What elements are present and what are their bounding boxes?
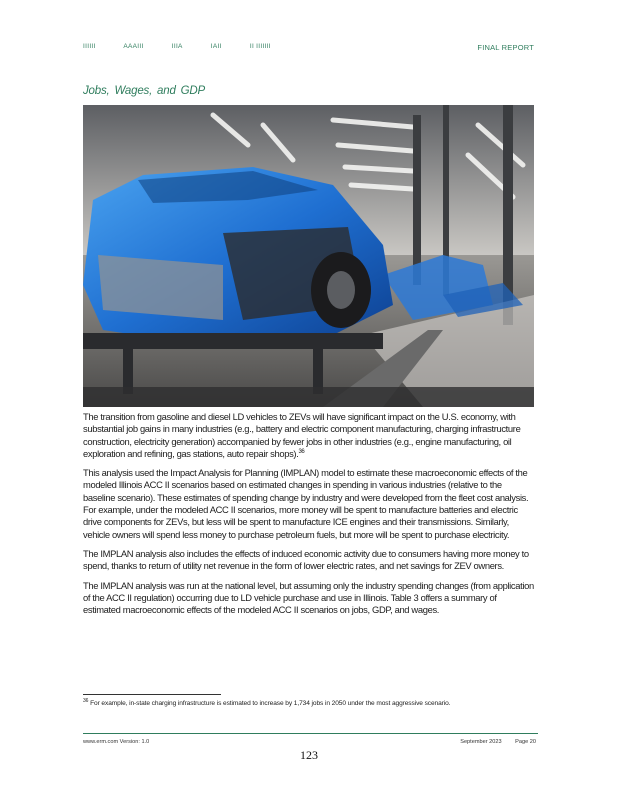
footer-page: Page 20 (515, 739, 536, 745)
footnote-ref[interactable]: 36 (298, 448, 305, 455)
body-text (83, 411, 534, 623)
footer-divider (83, 733, 538, 734)
footnote-divider (83, 694, 221, 695)
footnote-number: 36 (83, 697, 89, 704)
factory-car-photo (83, 105, 534, 407)
footnote-text: For example, in-state charging infrastructure is estimated to increase by 1,734 jobs in 2050 under the most aggressive scenario. (90, 700, 451, 707)
header-item: AAAIII (123, 43, 144, 50)
page-number: 123 (300, 748, 318, 762)
header-item: IIIA (171, 43, 183, 50)
paragraph: This analysis used the Impact Analysis for Planning (IMPLAN) model to estimate these macroeconomic effects of the modeled Illinois ACC II scenarios based on estimated changes in spending in various industries (relative to the baseline scenario). These estimates of spending change by industry and were developed from the fleet cost analysis. For example, under the modeled ACC II scenarios, more money will be spent to manufacture batteries and electric drive components for ZEVs, but less will be spent to manufacture ICE engines and their transmissions. Similarly, vehicle owners will spend less money to purchase petroleum fuels, but more will be spent to purchase electricity. (83, 467, 529, 540)
section-title: Jobs, Wages, and GDP (83, 85, 205, 97)
assembly-line-illustration (83, 105, 534, 407)
header-left (83, 43, 297, 50)
header-item: II IIIIIII (249, 43, 271, 50)
header-item: IIIIII (83, 43, 96, 50)
paragraph: The IMPLAN analysis also includes the effects of induced economic activity due to consumers having more money to spend, thanks to return of utility net revenue in the form of lower electric rates, and net savings for ZEV owners. (83, 547, 529, 572)
paragraph: The IMPLAN analysis was run at the national level, but assuming only the industry spending changes (from application of the ACC II regulation) occurring due to LD vehicle purchase and use in Illinois. Table 3 offers a summary of estimated macroeconomic effects of the modeled ACC II scenarios on jobs, GDP, and wages. (83, 579, 534, 616)
footnote (83, 697, 538, 707)
footer-website: www.erm.com Version: 1.0 (83, 739, 150, 745)
header-report-label: FINAL REPORT (477, 43, 534, 52)
paragraph: The transition from gasoline and diesel LD vehicles to ZEVs will have significant impact on the U.S. economy, with substantial job gains in many industries (e.g., battery and electric component manufacturing, charging infrastructure construction, electricity generation) accompanied by fewer jobs in other industries (e.g., engine manufacturing, oil exploration and refining, gas stations, auto repair shops).$^{36}$ (83, 411, 521, 459)
footer-date: September 2023 (460, 739, 502, 745)
footer-right (448, 739, 536, 745)
header-item: IAII (210, 43, 222, 50)
